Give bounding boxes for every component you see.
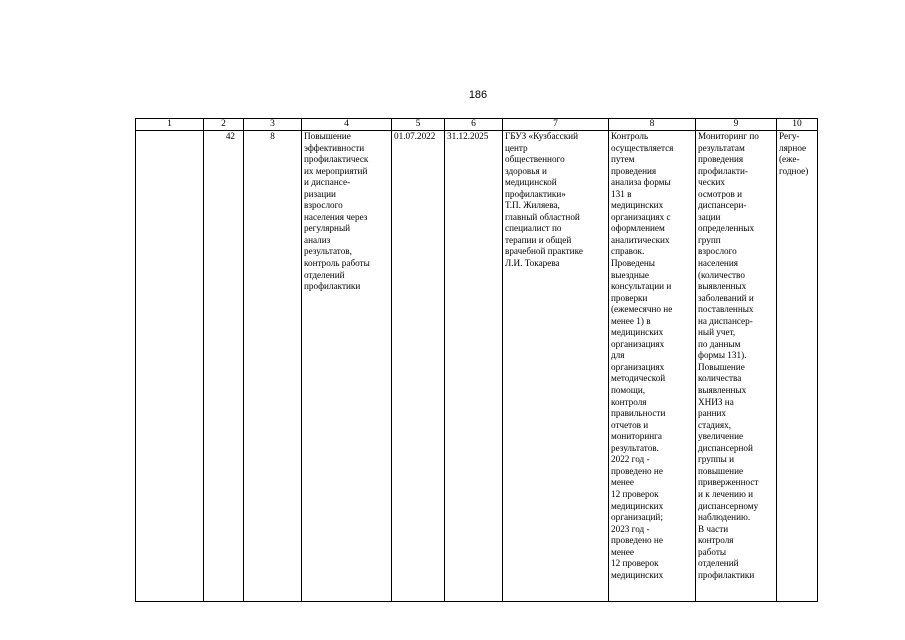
cell-text-line: терапии и общей	[505, 234, 572, 245]
cell-text-line: выявленных	[698, 281, 747, 292]
cell-text-line: здоровья и	[505, 165, 547, 176]
cell-text-line: 12 проверок	[611, 488, 659, 499]
cell-text-line: специалист по	[505, 223, 562, 234]
cell-text-line: и диспансе-	[304, 177, 351, 188]
cell-text-line: профилактики	[304, 281, 361, 292]
header-cell: 9	[696, 119, 777, 131]
header-cell: 6	[445, 119, 503, 131]
cell-text-line: медицинских	[611, 500, 664, 511]
cell-text-line: выявленных	[698, 385, 747, 396]
cell-control-description	[609, 131, 696, 602]
cell-text-line: контроль работы	[304, 258, 370, 269]
cell-item-number: 8	[244, 131, 302, 602]
cell-text-line: центр	[505, 142, 528, 153]
cell-text-line: ризации	[304, 188, 336, 199]
cell-text-line: формы 131).	[698, 350, 747, 361]
header-cell: 2	[204, 119, 244, 131]
cell-monitoring-result	[696, 131, 777, 602]
cell-text-line: организаций;	[611, 512, 663, 523]
cell-text-line: проведено не	[611, 465, 663, 476]
cell-text-line: Повышение	[698, 361, 745, 372]
cell-text-line: анализа формы	[611, 177, 671, 188]
cell-text-line: населения через	[304, 211, 368, 222]
cell-text-line: приверженност	[698, 477, 759, 488]
cell-text-line: медицинской	[505, 177, 557, 188]
cell-text-line: контроля	[611, 396, 647, 407]
cell-frequency	[777, 131, 818, 602]
cell-text-line: 2023 год -	[611, 523, 650, 534]
cell-text-line: количества	[698, 373, 742, 384]
page-number: 186	[468, 89, 488, 101]
cell-text-line: годное)	[779, 165, 809, 176]
cell-row-number: 42	[204, 131, 244, 602]
cell-text-line: и к лечению и	[698, 488, 754, 499]
cell-text-line: групп	[698, 234, 721, 245]
cell-text-line: отделений	[304, 269, 345, 280]
cell-text-line: отчетов и	[611, 419, 649, 430]
cell-text-line: профилактики»	[505, 188, 566, 199]
header-cell: 3	[244, 119, 302, 131]
table-row	[136, 131, 818, 602]
document-table	[135, 118, 818, 602]
cell-text-line: повышение	[698, 465, 744, 476]
cell-col1	[136, 131, 204, 602]
cell-text-line: увеличение	[698, 431, 744, 442]
cell-text-line: путем	[611, 154, 635, 165]
cell-text-line: 2022 год -	[611, 454, 650, 465]
cell-text-line: мониторинга	[611, 431, 663, 442]
cell-text-line: взрослого	[304, 200, 343, 211]
cell-text-line: отделений	[698, 558, 739, 569]
header-cell: 7	[503, 119, 609, 131]
cell-text-line: результатов.	[611, 442, 659, 453]
cell-text-line: проверки	[611, 292, 648, 303]
cell-start-date: 01.07.2022	[392, 131, 445, 602]
cell-text-line: общественного	[505, 154, 565, 165]
cell-text-line: Л.И. Токарева	[505, 258, 560, 269]
cell-text-line: Регу-	[779, 131, 800, 141]
cell-text-line: В части	[698, 523, 729, 534]
cell-text-line: по данным	[698, 338, 741, 349]
cell-text-line: лярное	[779, 142, 807, 153]
cell-measure-name	[302, 131, 392, 602]
cell-text-line: Т.П. Жиляева,	[505, 200, 560, 211]
cell-text-line: аналитических	[611, 234, 670, 245]
cell-text-line: консультации и	[611, 281, 672, 292]
cell-text-line: регулярный	[304, 223, 351, 234]
cell-text-line: медицинских	[611, 569, 664, 580]
cell-text-line: осмотров и	[698, 188, 743, 199]
cell-text-line: Повышение	[304, 131, 351, 141]
cell-text-line: наблюдению.	[698, 512, 751, 523]
cell-text-line: определенных	[698, 223, 755, 234]
cell-text-line: группы и	[698, 454, 735, 465]
cell-text-line: (ежемесячно не	[611, 304, 673, 315]
header-cell: 4	[302, 119, 392, 131]
cell-text-line: диспансерному	[698, 500, 759, 511]
cell-text-line: профилактическ	[304, 154, 369, 165]
cell-text-line: контроля	[698, 535, 734, 546]
cell-text-line: населения	[698, 258, 738, 269]
cell-text-line: проведено не	[611, 535, 663, 546]
cell-text-line: помощи,	[611, 385, 646, 396]
cell-text-line: их мероприятий	[304, 165, 368, 176]
cell-text-line: ГБУЗ «Кузбасский	[505, 131, 579, 141]
cell-text-line: организациях с	[611, 211, 671, 222]
cell-text-line: диспансерной	[698, 442, 753, 453]
cell-text-line: зации	[698, 211, 721, 222]
cell-text-line: организациях	[611, 361, 665, 372]
cell-text-line: ХНИЗ на	[698, 396, 734, 407]
cell-text-line: для	[611, 350, 625, 361]
cell-text-line: результатов,	[304, 246, 352, 257]
cell-text-line: 131 в	[611, 188, 632, 199]
cell-text-line: заболеваний и	[698, 292, 754, 303]
cell-text-line: медицинских	[611, 327, 664, 338]
cell-text-line: (количество	[698, 269, 745, 280]
cell-text-line: эффективности	[304, 142, 365, 153]
cell-text-line: выездные	[611, 269, 650, 280]
cell-text-line: (еже-	[779, 154, 800, 165]
cell-text-line: профилакти-	[698, 165, 748, 176]
cell-text-line: справок.	[611, 246, 645, 257]
cell-responsible	[503, 131, 609, 602]
cell-text-line: стадиях,	[698, 419, 731, 430]
cell-text-line: Мониторинг по	[698, 131, 759, 141]
cell-text-line: главный областной	[505, 211, 580, 222]
cell-text-line: профилактики	[698, 569, 755, 580]
cell-text-line: Проведены	[611, 258, 655, 269]
cell-text-line: Контроль	[611, 131, 649, 141]
cell-end-date: 31.12.2025	[445, 131, 503, 602]
header-cell: 5	[392, 119, 445, 131]
cell-text-line: ческих	[698, 177, 725, 188]
cell-text-line: врачебной практике	[505, 246, 583, 257]
cell-text-line: медицинских	[611, 200, 664, 211]
cell-text-line: менее 1) в	[611, 315, 651, 326]
cell-text-line: организациях	[611, 338, 665, 349]
cell-text-line: поставленных	[698, 304, 754, 315]
cell-text-line: 12 проверок	[611, 558, 659, 569]
cell-text-line: работы	[698, 546, 727, 557]
header-cell: 1	[136, 119, 204, 131]
cell-text-line: диспансери-	[698, 200, 747, 211]
cell-text-line: ранних	[698, 408, 727, 419]
cell-text-line: методической	[611, 373, 666, 384]
cell-text-line: проведения	[611, 165, 657, 176]
cell-text-line: оформлением	[611, 223, 665, 234]
cell-text-line: взрослого	[698, 246, 737, 257]
cell-text-line: менее	[611, 546, 634, 557]
cell-text-line: ный учет,	[698, 327, 736, 338]
cell-text-line: на диспансер-	[698, 315, 753, 326]
cell-text-line: проведения	[698, 154, 744, 165]
cell-text-line: осуществляется	[611, 142, 674, 153]
cell-text-line: менее	[611, 477, 634, 488]
header-cell: 8	[609, 119, 696, 131]
header-cell: 10	[777, 119, 818, 131]
cell-text-line: результатам	[698, 142, 745, 153]
cell-text-line: правильности	[611, 408, 666, 419]
table-header-row	[136, 119, 818, 131]
cell-text-line: анализ	[304, 234, 331, 245]
